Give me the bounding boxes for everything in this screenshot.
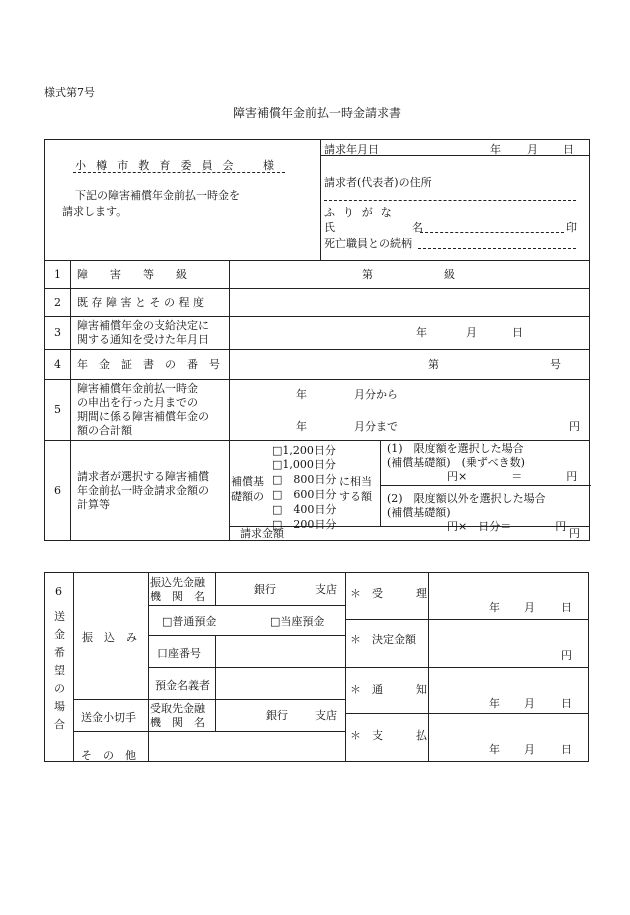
side-char: 金	[54, 628, 65, 641]
ordinary-deposit-checkbox[interactable]: □普通預金	[162, 615, 217, 628]
row-existing-disability	[45, 289, 590, 317]
row-notice-date	[45, 317, 590, 350]
side-char: 合	[54, 718, 65, 731]
intro-line-2: 請求します。	[62, 205, 128, 218]
from-year: 年	[296, 388, 307, 401]
notice-year: 年	[489, 697, 500, 710]
grade-field[interactable]	[230, 261, 590, 289]
addressee-underline	[73, 172, 285, 173]
side-char: 場	[54, 700, 65, 713]
equivalent-label-2: する額	[339, 490, 372, 503]
other-label: そ の 他	[81, 749, 136, 762]
payment-label: ＊ 支 払	[350, 729, 427, 742]
row-num: 4	[45, 350, 71, 380]
notice-day: 日	[512, 326, 523, 339]
total-yen: 円	[569, 420, 580, 433]
notice-month: 月	[524, 697, 535, 710]
option-200[interactable]: □ 200日分	[272, 518, 337, 531]
divider	[148, 605, 345, 606]
amount-yen[interactable]: 円	[569, 527, 580, 540]
request-month: 月	[527, 143, 538, 156]
row-label: 期間に係る障害補償年金の	[77, 410, 209, 423]
option-1200[interactable]: □1,200日分	[272, 444, 336, 457]
request-date-label: 請求年月日	[324, 143, 379, 156]
cert-prefix: 第	[428, 358, 439, 371]
name-label-2: 名	[412, 221, 423, 234]
row-num: 6	[45, 441, 71, 541]
form-number: 様式第7号	[44, 86, 95, 99]
equivalent-label-1: に相当	[339, 475, 372, 488]
certificate-field[interactable]	[230, 350, 590, 380]
option-800[interactable]: □ 800日分	[272, 473, 337, 486]
row-label: 障害補償年金の支給決定に	[77, 319, 209, 332]
header-right	[320, 140, 589, 260]
request-year: 年	[490, 143, 501, 156]
row-label: 障 害 等 級	[71, 261, 230, 289]
notice-label: ＊ 通 知	[350, 683, 427, 696]
account-number-label: 口座番号	[157, 647, 201, 660]
bank-name-label-2: 機 関 名	[150, 590, 205, 603]
payment-side-label	[45, 573, 74, 761]
side-char: 6	[55, 585, 62, 598]
addressee: 小 樽 市 教 育 委 員 会	[75, 159, 237, 172]
transfer-label: 振 込 み	[82, 631, 137, 644]
row-label: 請求者が選択する障害補償	[77, 469, 209, 483]
divider	[73, 731, 148, 732]
row-label: 既 存 障 害 と そ の 程 度	[71, 289, 230, 317]
address-label: 請求者(代表者)の住所	[324, 176, 432, 189]
option-1-title: (1) 限度額を選択した場合	[387, 442, 524, 455]
address-line[interactable]	[324, 200, 576, 201]
relation-label: 死亡職員との続柄	[324, 237, 412, 250]
calculation-cell	[230, 441, 590, 541]
relation-line[interactable]	[418, 248, 576, 249]
row-label: 計算等	[77, 497, 110, 511]
to-year: 年	[296, 420, 307, 433]
divider	[345, 667, 588, 668]
option-panel	[380, 441, 591, 533]
row-num: 3	[45, 317, 71, 350]
addressee-suffix: 様	[263, 159, 274, 172]
receipt-day: 日	[561, 601, 572, 614]
option-2-title: (2) 限度額以外を選択した場合	[387, 492, 546, 505]
row-label: の申出を行った月までの	[77, 396, 198, 409]
option-1-formula[interactable]: 円× ＝ 円	[447, 470, 578, 483]
intro-line-1: 下記の障害補償年金前払一時金を	[75, 189, 240, 202]
seal-mark: 印	[566, 221, 577, 234]
option-2-sub: (補償基礎額)	[387, 506, 451, 519]
cert-suffix: 号	[550, 358, 561, 371]
furigana-label: ふ り が な	[324, 206, 394, 219]
grade-prefix: 第	[362, 268, 373, 281]
existing-disability-field[interactable]	[230, 289, 590, 317]
current-deposit-checkbox[interactable]: □当座預金	[270, 615, 325, 628]
paid-year: 年	[489, 743, 500, 756]
divider	[215, 635, 216, 731]
request-day: 日	[563, 143, 574, 156]
bank-suffix: 銀行	[254, 583, 276, 596]
decided-amount-label: ＊ 決定金額	[350, 633, 416, 646]
row-label: 額の合計額	[77, 424, 132, 437]
form-title: 障害補償年金前払一時金請求書	[233, 106, 402, 120]
from-month: 月分から	[354, 388, 398, 401]
divider	[345, 619, 588, 620]
notice-month: 月	[466, 326, 477, 339]
row-label: 関する通知を受けた年月日	[77, 333, 209, 346]
main-table	[44, 260, 590, 541]
divider	[215, 573, 216, 605]
recv-bank-suffix: 銀行	[266, 709, 288, 722]
calc-inner	[230, 441, 590, 533]
recv-branch-suffix: 支店	[315, 709, 337, 722]
receipt-label: ＊ 受 理	[350, 587, 427, 600]
row-certificate-no	[45, 350, 590, 380]
account-holder-label: 預金名義者	[155, 679, 210, 692]
side-char: 送	[54, 610, 65, 623]
row-num: 2	[45, 289, 71, 317]
name-label-1: 氏	[324, 221, 335, 234]
option-400[interactable]: □ 400日分	[272, 503, 337, 516]
row-calculation	[45, 441, 590, 541]
request-date-row	[320, 140, 589, 156]
row-pension-total	[45, 380, 590, 441]
payment-block	[44, 572, 589, 762]
notice-day: 日	[561, 697, 572, 710]
divider	[148, 731, 345, 732]
row-label: 年金前払一時金請求金額の	[77, 483, 209, 497]
to-month: 月分まで	[354, 420, 398, 433]
receipt-month: 月	[524, 601, 535, 614]
branch-suffix: 支店	[315, 583, 337, 596]
grade-suffix: 級	[444, 268, 455, 281]
row-num: 5	[45, 380, 71, 441]
header-block	[44, 139, 590, 261]
recv-bank-label-1: 受取先金融	[150, 702, 205, 715]
header-left	[45, 140, 321, 260]
name-line[interactable]	[420, 232, 564, 233]
notice-year: 年	[416, 326, 427, 339]
option-2-formula[interactable]: 円× 日分＝ 円	[447, 520, 567, 533]
side-char: 希	[54, 646, 65, 659]
option-600[interactable]: □ 600日分	[272, 488, 337, 501]
base-label-2: 礎額の	[231, 490, 264, 503]
base-label-1: 補償基	[231, 475, 264, 488]
option-1-box	[381, 441, 591, 486]
paid-day: 日	[561, 743, 572, 756]
divider	[148, 667, 345, 668]
recv-bank-label-2: 機 関 名	[150, 716, 205, 729]
notice-date-field[interactable]	[230, 317, 590, 350]
divider	[345, 713, 588, 714]
row-label: 障害補償年金前払一時金	[77, 382, 198, 395]
row-label: 年 金 証 書 の 番 号	[71, 350, 230, 380]
check-label: 送金小切手	[81, 711, 136, 724]
paid-month: 月	[524, 743, 535, 756]
divider	[73, 699, 148, 700]
row-num: 1	[45, 261, 71, 289]
divider	[148, 635, 345, 636]
amount-label: 請求金額	[240, 527, 284, 540]
row-grade	[45, 261, 590, 289]
bank-name-label-1: 振込先金融	[150, 576, 205, 589]
option-1-sub: (補償基礎額) (乗ずべき数)	[387, 456, 525, 469]
option-1000[interactable]: □1,000日分	[272, 458, 336, 471]
pension-total-field[interactable]	[230, 380, 590, 441]
receipt-year: 年	[489, 601, 500, 614]
side-char: 望	[54, 664, 65, 677]
side-char: の	[54, 682, 65, 695]
decided-yen: 円	[561, 649, 572, 662]
